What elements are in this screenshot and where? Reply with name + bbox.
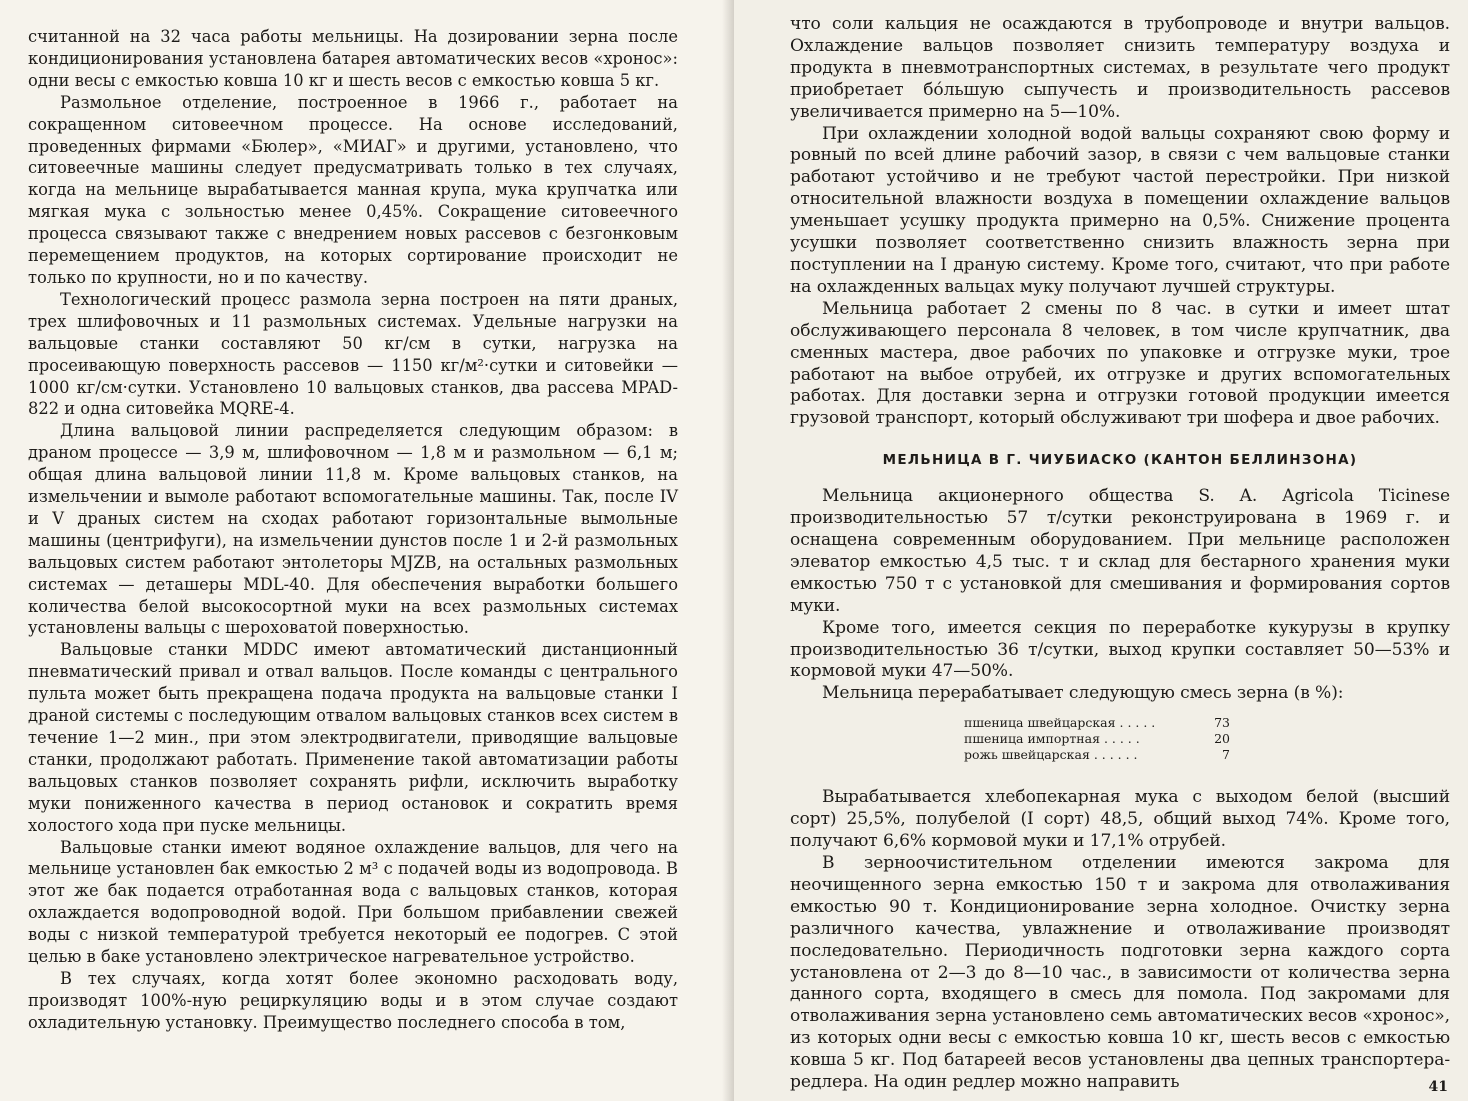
paragraph: Мельница перерабатывает следующую смесь зерна (в %): bbox=[822, 683, 1344, 704]
paragraph: что соли кальция не осаждаются в трубопроводе и внутри вальцов. Охлаждение вальцов позволяет снизить температуру воздуха и продукта в пневмотранспортных системах, в результате чего продукт приобретает бо́льшую сыпучесть и производительность рассевов увеличивается примерно на 5—10%. bbox=[790, 14, 1450, 122]
paragraph: Размольное отделение, построенное в 1966 г., работает на сокращенном ситовеечном процессе. На основе исследований, проведенных фирмами «Бюлер», «МИАГ» и другими, установлено, что ситовеечные машины следует предусматривать только в тех случаях, когда на мельнице вырабатывается манная крупа, мука крупчатка или мягкая мука с зольностью менее 0,45%. Сокращение ситовеечного процесса связывают также с внедрением новых рассевов с безгонковым перемещением продуктов, на которых сортирование происходит не только по крупности, но и по качеству. bbox=[28, 92, 678, 287]
grain-mix-table bbox=[964, 715, 1230, 763]
table-row bbox=[964, 715, 1230, 731]
right-page bbox=[734, 0, 1468, 1101]
paragraph: В тех случаях, когда хотят более экономно расходовать воду, производят 100%-ную рециркуляцию воды и в этом случае создают охладительную установку. Преимущество последнего способа в том, bbox=[28, 968, 678, 1032]
grain-name: рожь швейцарская bbox=[964, 747, 1090, 763]
paragraph: считанной на 32 часа работы мельницы. На дозировании зерна после кондиционирования установлена батарея автоматических весов «хронос»: одни весы с емкостью ковша 10 кг и шесть весов с емкостью ковша 5 кг. bbox=[28, 27, 678, 90]
table-row bbox=[964, 731, 1230, 747]
paragraph: Мельница работает 2 смены по 8 час. в сутки и имеет штат обслуживающего персонала 8 человек, в том числе крупчатник, два сменных мастера, двое рабочих по упаковке и отгрузке муки, трое работают на выбое отрубей, их отгрузке и других вспомогательных работах. Для доставки зерна и отгрузки готовой продукции имеется грузовой транспорт, который обслуживают три шофера и двое рабочих. bbox=[790, 298, 1450, 429]
paragraph: Технологический процесс размола зерна построен на пяти драных, трех шлифовочных и 11 размольных системах. Удельные нагрузки на вальцовые станки составляют 50 кг/см в сутки, нагрузка на просеивающую поверхность рассевов — 1150 кг/м²·сутки и ситовейки — 1000 кг/см·сутки. Установлено 10 вальцовых станков, два рассева MPAD-822 и одна ситовейка MQRE-4. bbox=[28, 289, 678, 419]
paragraph: Вырабатывается хлебопекарная мука с выходом белой (высший сорт) 25,5%, полубелой (I сорт) 48,5, общий выход 74%. Кроме того, получают 6,6% кормовой муки и 17,1% отрубей. bbox=[790, 787, 1450, 852]
grain-name: пшеница импортная bbox=[964, 731, 1100, 747]
grain-percent: 20 bbox=[1214, 731, 1230, 747]
grain-percent: 73 bbox=[1214, 715, 1230, 731]
leader-dots: . . . . . bbox=[1103, 731, 1140, 747]
paragraph: Мельница акционерного общества S. A. Agricola Ticinese производительностью 57 т/сутки реконструирована в 1969 г. и оснащена современным оборудованием. При мельнице расположен элеватор емкостью 4,5 тыс. т и склад для бестарного хранения муки емкостью 750 т с установкой для смешивания и формирования сортов муки. bbox=[790, 486, 1450, 616]
paragraph: Вальцовые станки имеют водяное охлаждение вальцов, для чего на мельнице установлен бак емкостью 2 м³ с подачей воды из водопровода. В этот же бак подается отработанная вода с вальцовых станков, которая охлаждается водопроводной водой. При большом прибавлении свежей воды с низкой температурой требуется некоторый ее подогрев. С этой целью в баке установлено электрическое нагревательное устройство. bbox=[28, 837, 678, 967]
paragraph: Вальцовые станки MDDC имеют автоматический дистанционный пневматический привал и отвал вальцов. После команды с центрального пульта может быть прекращена подача продукта на вальцовые станки I драной системы с последующим отвалом вальцовых станков всех систем в течение 1—2 мин., при этом электродвигатели, приводящие вальцовые станки, продолжают работать. Применение такой автоматизации работы вальцовых станков позволяет сохранять рифли, исключить выработку муки пониженного качества в период остановок и сократить время холостого хода при пуске мельницы. bbox=[28, 640, 678, 835]
section-heading: МЕЛЬНИЦА В Г. ЧИУБИАСКО (КАНТОН БЕЛЛИНЗОНА) bbox=[882, 452, 1358, 469]
table-row bbox=[964, 747, 1230, 763]
paragraph: При охлаждении холодной водой вальцы сохраняют свою форму и ровный по всей длине рабочий зазор, в связи с чем вальцовые станки работают устойчиво и не требуют частой перестройки. При низкой относительной влажности воздуха в помещении охлаждение вальцов уменьшает усушку продукта примерно на 0,5%. Снижение процента усушки позволяет соответственно снизить влажность зерна при поступлении на I драную систему. Кроме того, считают, что при работе на охлажденных вальцах муку получают лучшей структуры. bbox=[790, 123, 1450, 297]
leader-dots: . . . . . . bbox=[1093, 747, 1138, 763]
paragraph: В зерноочистительном отделении имеются закрома для неочищенного зерна емкостью 150 т и закрома для отволаживания емкостью 90 т. Кондиционирование зерна холодное. Очистку зерна различного качества, увлажнение и отволаживание производят последовательно. Периодичность подготовки зерна каждого сорта установлена от 2—3 до 8—10 час., в зависимости от количества зерна данного сорта, входящего в смесь для помола. Под закромами для отволаживания зерна установлено семь автоматических весов «хронос», из которых одни весы с емкостью ковша 10 кг, шесть весов с емкостью ковша 5 кг. Под батареей весов установлены два цепных транспортера-редлера. На один редлер можно направить bbox=[790, 853, 1450, 1093]
paragraph: Кроме того, имеется секция по переработке кукурузы в крупку производительностью 36 т/сутки, выход крупки составляет 50—53% и кормовой муки 47—50%. bbox=[790, 617, 1450, 682]
leader-dots: . . . . . bbox=[1119, 715, 1156, 731]
paragraph: Длина вальцовой линии распределяется следующим образом: в драном процессе — 3,9 м, шлифовочном — 1,8 м и размольном — 6,1 м; общая длина вальцовой линии 11,8 м. Кроме вальцовых станков, на измельчении и вымоле работают вспомогательные машины. Так, после IV и V драных систем на сходах работают горизонтальные вымольные машины (центрифуги), на измельчении дунстов после 1 и 2-й размольных вальцовых систем работают энтолеторы MJZB, на остальных размольных системах — деташеры MDL-40. Для обеспечения выработки большего количества белой высокосортной муки на всех размольных системах установлены вальцы с шероховатой поверхностью. bbox=[28, 421, 678, 638]
grain-percent: 7 bbox=[1222, 747, 1230, 763]
grain-name: пшеница швейцарская bbox=[964, 715, 1116, 731]
page-number: 41 bbox=[1428, 1079, 1448, 1095]
